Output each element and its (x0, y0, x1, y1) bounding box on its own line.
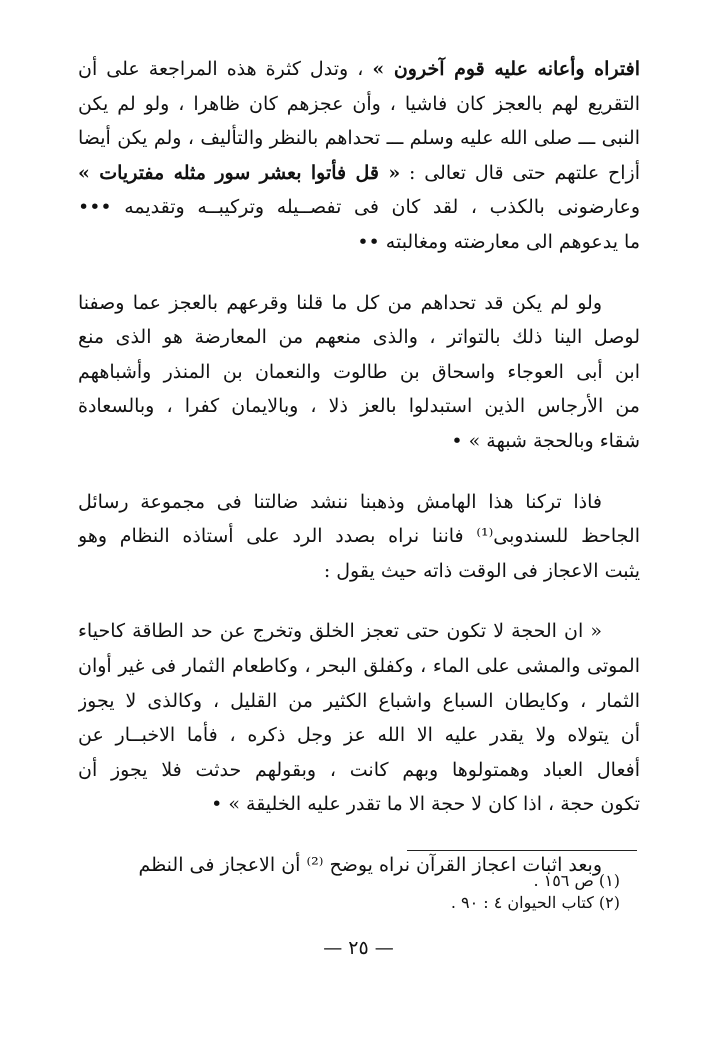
text-line: شقاء وبالحجة شبهة » • (451, 429, 640, 452)
text-line (78, 156, 640, 191)
text-line: لوصل الينا ذلك بالتواتر ، والذى منعهم من المعارضة هو الذى منع (78, 326, 640, 349)
line-text: أزاح علتهم حتى قال تعالى : (400, 161, 640, 184)
text-line: التقريع لهم بالعجز كان فاشيا ، وأن عجزهم كان ظاهرا ، ولو لم يكن (78, 92, 640, 115)
footnote-divider (407, 850, 637, 851)
text-line: وبعد اثبات اعجاز القرآن نراه يوضح ⁽²⁾ أن الاعجاز فى النظم (138, 853, 602, 876)
quran-quote: « قل فأتوا بعشر سور مثله مفتريات » (78, 161, 401, 184)
paragraph-4 (78, 614, 640, 822)
text-line: الجاحظ للسندوبى⁽¹⁾ فاننا نراه بصدد الرد على أستاذه النظام وهو (78, 525, 640, 548)
text-line: أن يتولاه ولا يقدر عليه الا الله عز وجل ذكره ، فأما الاخبــار عن (78, 724, 640, 747)
emphasis-text: افتراه وأعانه عليه قوم آخرون » (372, 58, 640, 80)
paragraph-1 (78, 52, 640, 260)
text-line: الموتى والمشى على الماء ، وكفلق البحر ، وكاطعام الثمار فى غير أوان (78, 654, 640, 677)
text-line: فاذا تركنا هذا الهامش وذهبنا ننشد ضالتنا فى مجموعة رسائل (78, 490, 602, 513)
page-body (78, 52, 640, 908)
text-line: الثمار ، وكايطان السباع واشباع الكثير من القليل ، وكالذى لا يجوز (78, 689, 640, 712)
text-line: « ان الحجة لا تكون حتى تعجز الخلق وتخرج عن حد الطاقة كاحياء (78, 620, 602, 643)
text-line: وعارضونى بالكذب ، لقد كان فى تفصــيله وتركيبــه وتقديمه ••• (78, 196, 640, 219)
paragraph-3 (78, 485, 640, 589)
paragraph-2 (78, 286, 640, 459)
text-line: النبى ـــ صلى الله عليه وسلم ـــ تحداهم بالنظر والتأليف ، ولم يكن أيضا (78, 127, 640, 150)
footnote-1: (١) ص ١٥٦ . (533, 871, 620, 890)
text-line: ما يدعوهم الى معارضته ومغالبته •• (357, 230, 640, 253)
footnote-2: (٢) كتاب الحيوان ٤ : ٩٠ . (450, 893, 620, 912)
footnotes (300, 870, 620, 914)
text-line: تكون حجة ، اذا كان لا حجة الا ما تقدر عليه الخليقة » • (211, 793, 640, 816)
text-line: من الأرجاس الذين استبدلوا بالعز ذلا ، وبالايمان كفرا ، وبالسعادة (78, 395, 640, 418)
text-line: ولو لم يكن قد تحداهم من كل ما قلنا وقرعهم بالعجز عما وصفنا (78, 291, 602, 314)
text-line: ابن أبى العوجاء واسحاق بن طالوت والنعمان بن المنذر وأشباههم (78, 360, 640, 383)
text-line: أفعال العباد وهمتولوها وبهم كانت ، وبقولهم حدثت فلا يجوز أن (78, 758, 640, 781)
text-line (78, 52, 640, 87)
text-line: يثبت الاعجاز فى الوقت ذاته حيث يقول : (323, 559, 640, 582)
line-text: ، وتدل كثرة هذه المراجعة على أن (78, 58, 373, 80)
page-number: — ٢٥ — (323, 937, 394, 959)
